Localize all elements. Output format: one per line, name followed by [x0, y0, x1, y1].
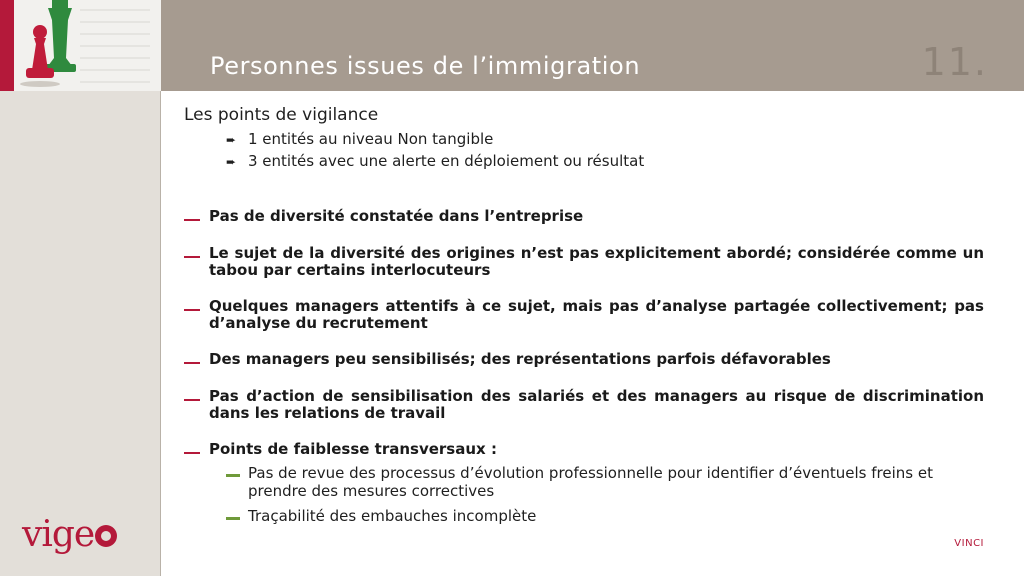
bullet-item: Le sujet de la diversité des origines n’est pas explicitement abordé; considérée comme un tabou par certains interlocuteurs	[184, 245, 984, 279]
bullet-item: Des managers peu sensibilisés; des représentations parfois défavorables	[184, 351, 984, 368]
vigilance-title: Les points de vigilance	[184, 105, 379, 125]
arrow-right-icon: ➨	[226, 133, 237, 147]
bullet-dash-icon	[184, 399, 200, 401]
vigilance-item: ➨ 1 entités au niveau Non tangible	[226, 130, 494, 148]
arrow-right-icon: ➨	[226, 155, 237, 169]
bullet-item: Pas de diversité constatée dans l’entreprise	[184, 208, 984, 225]
bullet-dash-icon	[184, 452, 200, 454]
page-number: 11.	[921, 40, 988, 84]
bullet-item: Points de faiblesse transversaux :	[184, 441, 984, 458]
bullet-item: Pas d’action de sensibilisation des salariés et des managers au risque de discrimination dans les relations de travail	[184, 388, 984, 422]
chess-pieces-image	[0, 0, 161, 91]
vigeo-logo: vige	[22, 514, 117, 555]
sub-bullet-dash-icon	[226, 517, 240, 520]
bullet-dash-icon	[184, 362, 200, 364]
footer-company: VINCI	[954, 538, 984, 549]
vigilance-item: ➨ 3 entités avec une alerte en déploiement ou résultat	[226, 152, 645, 170]
bullet-dash-icon	[184, 256, 200, 258]
sub-bullet-item: Pas de revue des processus d’évolution professionnelle pour identifier d’éventuels freins et prendre des mesures correctives	[226, 464, 984, 500]
sub-bullet-item: Traçabilité des embauches incomplète	[226, 507, 984, 525]
chess-pieces-icon	[0, 0, 161, 91]
bullet-dash-icon	[184, 309, 200, 311]
slide-title: Personnes issues de l’immigration	[210, 52, 641, 80]
sub-bullet-dash-icon	[226, 474, 240, 477]
bullet-item: Quelques managers attentifs à ce sujet, mais pas d’analyse partagée collectivement; pas d’analyse du recrutement	[184, 298, 984, 332]
logo-o-icon	[95, 525, 117, 547]
bullet-dash-icon	[184, 219, 200, 221]
